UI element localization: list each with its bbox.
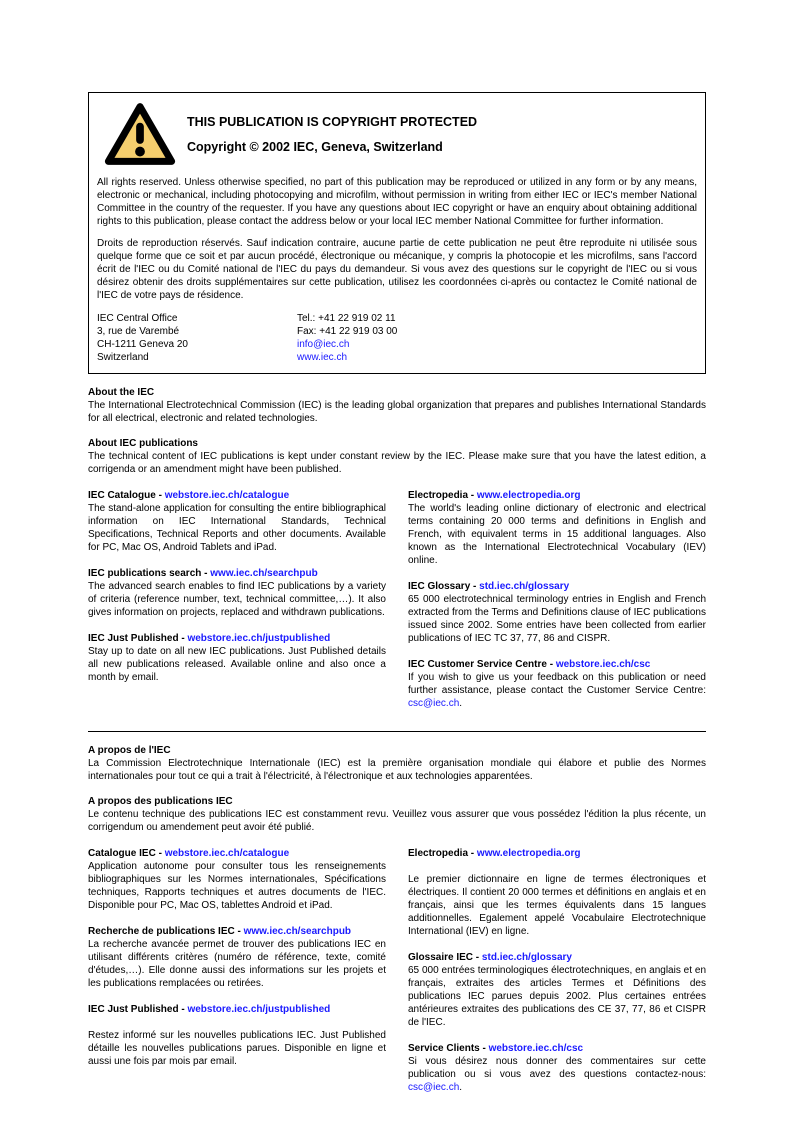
address-line: CH-1211 Geneva 20 <box>97 339 188 350</box>
resource-iec-glossary <box>408 580 706 645</box>
resource-url-link[interactable]: webstore.iec.ch/catalogue <box>164 848 290 859</box>
resource-description <box>408 1055 706 1094</box>
resource-service-clients <box>408 1042 706 1094</box>
resource-heading <box>408 951 706 964</box>
resource-electropedia-fr <box>408 847 706 938</box>
resource-title: IEC Catalogue - <box>88 490 162 501</box>
resource-description: Le premier dictionnaire en ligne de termes électroniques et électriques. Il contient 20 000 termes et définitions en anglais et en français, ainsi que les termes équivalents dans 15 langues additionnelles. Egalement appelé Vocabulaire Electrotechnique International (IEV) en ligne. <box>408 874 706 937</box>
resource-url-link[interactable]: webstore.iec.ch/justpublished <box>187 1004 331 1015</box>
page-content <box>88 92 706 1094</box>
resource-heading <box>88 847 386 860</box>
copyright-title: THIS PUBLICATION IS COPYRIGHT PROTECTED <box>187 114 478 129</box>
resource-heading <box>408 1042 706 1055</box>
resource-url-link[interactable]: webstore.iec.ch/csc <box>555 659 651 670</box>
resource-description: 65 000 entrées terminologiques électrotechniques, en anglais et en français, extraites des articles Termes et Définitions des publications IEC parues depuis 2002. Plus certaines entrées antérieures extraites des publications des CE 37, 77, 86 et CISPR de l'IEC. <box>408 965 706 1028</box>
copyright-paragraph-french: Droits de reproduction réservés. Sauf indication contraire, aucune partie de cette publication ne peut être reproduite ni utilisée sous quelque forme que ce soit et par aucun procédé, électronique ou mécanique, y compris la photocopie et les microfilms, sans l'accord écrit de l'IEC ou du Comité national de l'IEC du pays du demandeur. Si vous avez des questions sur le copyright de l'IEC ou si vous désirez obtenir des droits supplémentaires sur cette publication, utilisez les coordonnées ci-après ou contactez le Comité national de l'IEC de votre pays de résidence. <box>97 238 697 301</box>
resource-heading <box>88 1003 386 1016</box>
section-heading: A propos de l'IEC <box>88 745 171 756</box>
resource-title: Glossaire IEC - <box>408 952 480 963</box>
resource-title: Electropedia - <box>408 848 475 859</box>
resource-description-suffix: . <box>459 698 463 709</box>
resource-description: Application autonome pour consulter tous les renseignements bibliographiques sur les Normes internationales, Spécifications techniques, Rapports techniques et autres documents de l'IEC. Disponible pour PC, Mac OS, tablettes Android et iPad. <box>88 861 386 911</box>
resource-title: IEC Just Published - <box>88 633 185 644</box>
resource-url-link[interactable]: www.electropedia.org <box>476 848 581 859</box>
website-link[interactable]: www.iec.ch <box>297 352 348 363</box>
contact-block <box>97 312 697 364</box>
email-link[interactable]: info@iec.ch <box>297 339 350 350</box>
section-a-propos-de-l-iec <box>88 744 706 783</box>
address-line: IEC Central Office <box>97 313 178 324</box>
resource-heading <box>88 632 386 645</box>
fax-number: Fax: +41 22 919 03 00 <box>297 326 398 337</box>
resource-url-link[interactable]: webstore.iec.ch/csc <box>488 1043 584 1054</box>
resource-electropedia <box>408 489 706 567</box>
copyright-paragraph-english: All rights reserved. Unless otherwise specified, no part of this publication may be reproduced or utilized in any form or by any means, electronic or mechanical, including photocopying and microfilm, without permission in writing from either IEC or IEC's member National Committee in the country of the requester. If you have any questions about IEC copyright or have an enquiry about obtaining additional rights to this publication, please contact the address below or your local IEC member National Committee for further information. <box>97 177 697 227</box>
resource-title: Electropedia - <box>408 490 475 501</box>
resource-iec-just-published <box>88 632 386 684</box>
resources-english <box>88 489 706 710</box>
resource-description <box>408 671 706 710</box>
resource-url-link[interactable]: www.electropedia.org <box>476 490 581 501</box>
resource-title: Catalogue IEC - <box>88 848 162 859</box>
section-body: The International Electrotechnical Commission (IEC) is the leading global organization that prepares and publishes International Standards for all electrical, electronic and related technologies. <box>88 400 706 424</box>
resource-title: Service Clients - <box>408 1043 486 1054</box>
resource-title: IEC Customer Service Centre - <box>408 659 554 670</box>
csc-email-link[interactable]: csc@iec.ch <box>408 1082 460 1093</box>
csc-email-link[interactable]: csc@iec.ch <box>408 698 460 709</box>
copyright-box-titles <box>187 115 477 154</box>
section-divider <box>88 731 706 732</box>
resource-url-link[interactable]: webstore.iec.ch/justpublished <box>187 633 331 644</box>
resource-description: The advanced search enables to find IEC publications by a variety of criteria (reference number, text, technical committee,…). It also gives information on projects, replaced and withdrawn publications. <box>88 581 386 618</box>
section-body: Le contenu technique des publications IEC est constamment revu. Veuillez vous assurer que vous possédez l'édition la plus récente, un corrigendum ou amendement peut avoir été publié. <box>88 809 706 833</box>
resource-url-link[interactable]: www.iec.ch/searchpub <box>243 926 352 937</box>
resource-description-text: If you wish to give us your feedback on this publication or need further assistance, please contact the Customer Service Centre: <box>408 672 706 696</box>
telephone-number: Tel.: +41 22 919 02 11 <box>297 313 396 324</box>
resource-heading <box>408 489 706 502</box>
resource-description-suffix: . <box>459 1082 463 1093</box>
resources-french-right-column <box>408 847 706 1094</box>
resource-description-text: Si vous désirez nous donner des commentaires sur cette publication ou si vous avez des questions contactez-nous: <box>408 1056 706 1080</box>
resources-french-left-column <box>88 847 386 1094</box>
resource-description: Stay up to date on all new IEC publications. Just Published details all new publications released. Available online and also once a month by email. <box>88 646 386 683</box>
section-heading: A propos des publications IEC <box>88 796 233 807</box>
section-a-propos-des-publications-iec <box>88 795 706 834</box>
copyright-notice-box <box>88 92 706 374</box>
postal-address <box>97 312 297 364</box>
resources-french <box>88 847 706 1094</box>
resource-catalogue-iec <box>88 847 386 912</box>
resource-heading <box>88 567 386 580</box>
resource-title: IEC publications search - <box>88 568 208 579</box>
address-line: Switzerland <box>97 352 149 363</box>
resource-url-link[interactable]: www.iec.ch/searchpub <box>210 568 318 579</box>
copyright-subtitle: Copyright © 2002 IEC, Geneva, Switzerland <box>187 139 443 154</box>
resource-heading <box>408 847 706 860</box>
resource-title: Recherche de publications IEC - <box>88 926 241 937</box>
resource-recherche-de-publications-iec <box>88 925 386 990</box>
section-heading: About IEC publications <box>88 438 198 449</box>
section-heading: About the IEC <box>88 387 155 398</box>
resource-heading <box>408 658 706 671</box>
resources-english-right-column <box>408 489 706 710</box>
warning-triangle-icon <box>103 101 177 167</box>
resource-iec-just-published-fr <box>88 1003 386 1068</box>
resource-url-link[interactable]: webstore.iec.ch/catalogue <box>164 490 290 501</box>
resource-iec-publications-search <box>88 567 386 619</box>
section-about-the-iec <box>88 386 706 425</box>
resource-description: 65 000 electrotechnical terminology entries in English and French extracted from the Terms and Definitions clause of IEC publications issued since 2002. Some entries have been collected from earlier publications of IEC TC 37, 77, 86 and CISPR. <box>408 594 706 644</box>
resource-heading <box>408 580 706 593</box>
resource-iec-customer-service-centre <box>408 658 706 710</box>
resources-english-left-column <box>88 489 386 710</box>
contact-details <box>297 312 697 364</box>
resource-heading <box>88 489 386 502</box>
section-about-iec-publications <box>88 437 706 476</box>
resource-description: Restez informé sur les nouvelles publications IEC. Just Published détaille les nouvelles publications parues. Disponible en ligne et aussi une fois par mois par email. <box>88 1030 386 1067</box>
resource-url-link[interactable]: std.iec.ch/glossary <box>481 952 572 963</box>
resource-description: The world's leading online dictionary of electronic and electrical terms containing 20 000 terms and definitions in English and French, with equivalent terms in 15 additional languages. Also known as the International Electrotechnical Vocabulary (IEV) online. <box>408 503 706 566</box>
resource-glossaire-iec <box>408 951 706 1029</box>
resource-heading <box>88 925 386 938</box>
section-body: The technical content of IEC publications is kept under constant review by the IEC. Please make sure that you have the latest edition, a corrigenda or an amendment might have been published. <box>88 451 706 475</box>
resource-description: The stand-alone application for consulting the entire bibliographical information on IEC International Standards, Technical Specifications, Technical Reports and other documents. Available for PC, Mac OS, Android Tablets and iPad. <box>88 503 386 553</box>
section-body: La Commission Electrotechnique Internationale (IEC) est la première organisation mondiale qui élabore et publie des Normes internationales pour tout ce qui a trait à l'électricité, à l'électronique et aux technologies apparentées. <box>88 758 706 782</box>
resource-title: IEC Just Published - <box>88 1004 185 1015</box>
resource-url-link[interactable]: std.iec.ch/glossary <box>479 581 570 592</box>
copyright-box-header <box>103 101 697 167</box>
resource-title: IEC Glossary - <box>408 581 477 592</box>
resource-iec-catalogue <box>88 489 386 554</box>
resource-description: La recherche avancée permet de trouver des publications IEC en utilisant différents critères (numéro de référence, texte, comité d'études,…). Elle donne aussi des informations sur les projets et les publications remplacées ou retirées. <box>88 939 386 989</box>
address-line: 3, rue de Varembé <box>97 326 180 337</box>
